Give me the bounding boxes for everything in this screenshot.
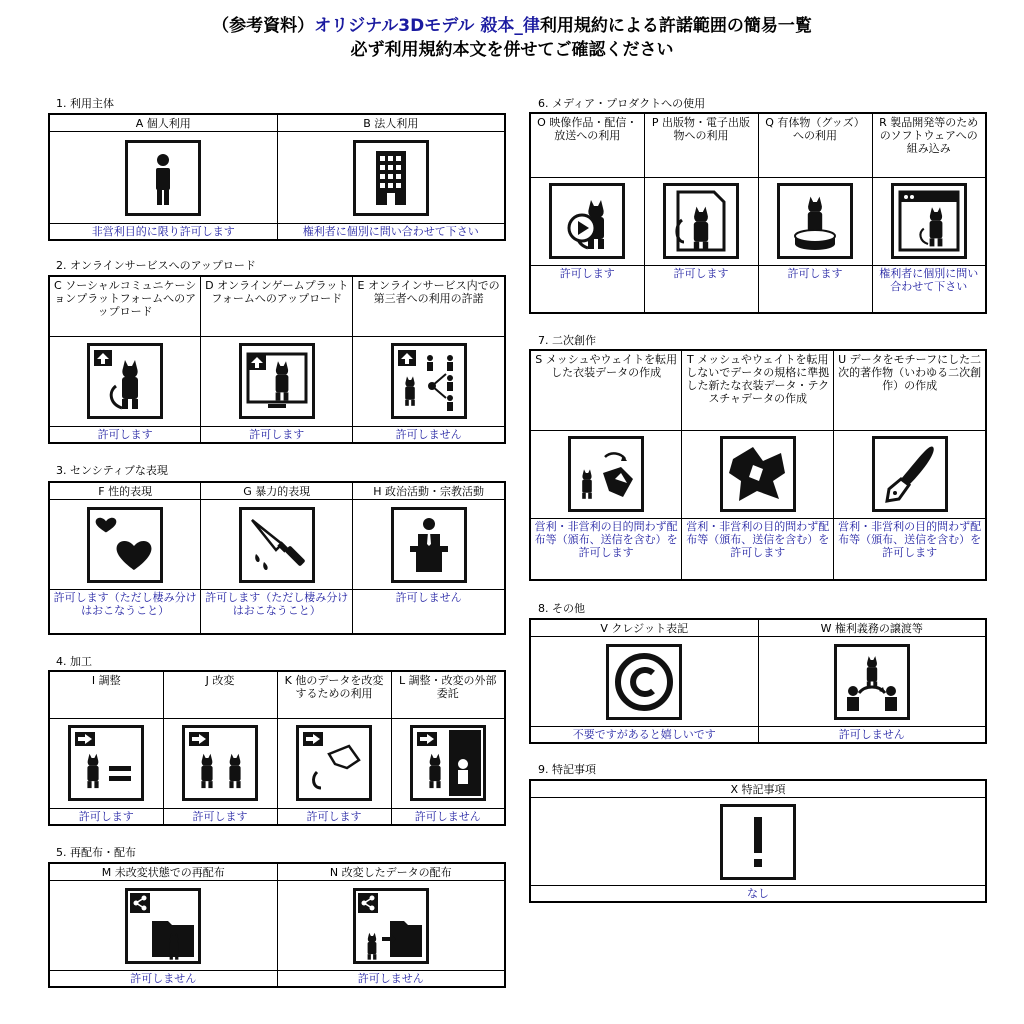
item-m-result: 許可しません (49, 971, 277, 988)
item-e-label: E オンラインサービス内での第三者への利用の許諾 (353, 276, 505, 336)
hearts-icon (87, 507, 163, 583)
item-d-result: 許可します (201, 426, 353, 443)
title-model-name: オリジナル3Dモデル 殺本_律 (314, 16, 540, 36)
item-l-result: 許可しません (391, 808, 505, 825)
modify-icon (182, 725, 258, 801)
software-icon (891, 183, 967, 259)
item-p-label: P 出版物・電子出版物への利用 (644, 113, 758, 177)
item-v-label: V クレジット表記 (530, 619, 758, 637)
item-k-label: K 他のデータを改変するための利用 (277, 671, 391, 718)
section-4-title: 4. 加工 (56, 655, 92, 668)
section-9-table (529, 779, 987, 903)
podium-icon (391, 507, 467, 583)
costume-icon (720, 436, 796, 512)
exclamation-icon (720, 804, 796, 880)
item-a-label: A 個人利用 (49, 114, 277, 132)
item-j-result: 許可します (163, 808, 277, 825)
section-2-title: 2. オンラインサービスへのアップロード (56, 259, 256, 272)
knife-icon (239, 507, 315, 583)
item-w-label: W 権利義務の譲渡等 (758, 619, 986, 637)
item-d-label: D オンラインゲームプラットフォームへのアップロード (201, 276, 353, 336)
item-n-result: 許可しません (277, 971, 505, 988)
item-e-result: 許可しません (353, 426, 505, 443)
document-icon (663, 183, 739, 259)
section-7-title: 7. 二次創作 (538, 334, 596, 347)
title-line-1 (0, 14, 1024, 38)
item-x-label: X 特記事項 (530, 780, 986, 798)
item-h-label: H 政治活動・宗教活動 (353, 482, 505, 500)
item-a-result: 非営利目的に限り許可します (49, 224, 277, 241)
cat-costume-icon (568, 436, 644, 512)
item-s-result: 営利・非営利の目的問わず配布等（頒布、送信を含む）を許可します (530, 518, 682, 580)
video-icon (549, 183, 625, 259)
item-q-result: 許可します (758, 265, 872, 313)
item-k-result: 許可します (277, 808, 391, 825)
item-i-label: I 調整 (49, 671, 163, 718)
section-8-title: 8. その他 (538, 602, 585, 615)
share-modified-icon (353, 888, 429, 964)
figure-icon (777, 183, 853, 259)
item-w-result: 許可しません (758, 727, 986, 744)
item-x-result: なし (530, 886, 986, 903)
section-3-table (48, 481, 506, 635)
section-1-table (48, 113, 506, 241)
outsource-icon (410, 725, 486, 801)
item-s-label: S メッシュやウェイトを転用した衣装データの作成 (530, 350, 682, 430)
section-2-table (48, 275, 506, 444)
section-5-table (48, 862, 506, 988)
item-u-result: 営利・非営利の目的問わず配布等（頒布、送信を含む）を許可します (834, 518, 986, 580)
title-prefix: （参考資料） (212, 16, 315, 36)
item-l-label: L 調整・改変の外部委託 (391, 671, 505, 718)
section-3-title: 3. センシティブな表現 (56, 464, 168, 477)
section-8-table (529, 618, 987, 744)
transform-icon (296, 725, 372, 801)
section-9-title: 9. 特記事項 (538, 763, 596, 776)
copyright-icon (606, 644, 682, 720)
item-r-label: R 製品開発等のためのソフトウェアへの組み込み (872, 113, 986, 177)
section-4-table (48, 670, 506, 826)
upload-share-icon (391, 343, 467, 419)
section-1-title: 1. 利用主体 (56, 97, 114, 110)
section-6-table (529, 112, 987, 314)
item-v-result: 不要ですがあると嬉しいです (530, 727, 758, 744)
item-g-result: 許可します（ただし棲み分けはおこなうこと） (201, 590, 353, 635)
item-g-label: G 暴力的表現 (201, 482, 353, 500)
share-folder-icon (125, 888, 201, 964)
item-f-result: 許可します（ただし棲み分けはおこなうこと） (49, 590, 201, 635)
item-f-label: F 性的表現 (49, 482, 201, 500)
title-suffix: 利用規約による許諾範囲の簡易一覧 (539, 16, 812, 36)
item-o-label: O 映像作品・配信・放送への利用 (530, 113, 644, 177)
section-7-table (529, 349, 987, 581)
page-title (0, 14, 1024, 62)
item-t-result: 営利・非営利の目的問わず配布等（頒布、送信を含む）を許可します (682, 518, 834, 580)
building-icon (353, 140, 429, 216)
item-q-label: Q 有体物（グッズ）への利用 (758, 113, 872, 177)
item-m-label: M 未改変状態での再配布 (49, 863, 277, 881)
item-b-result: 権利者に個別に問い合わせて下さい (277, 224, 505, 241)
transfer-icon (834, 644, 910, 720)
item-h-result: 許可しません (353, 590, 505, 635)
item-b-label: B 法人利用 (277, 114, 505, 132)
item-t-label: T メッシュやウェイトを転用しないでデータの規格に準拠した新たな衣装データ・テクスチャデータの作成 (682, 350, 834, 430)
section-5-title: 5. 再配布・配布 (56, 846, 136, 859)
item-r-result: 権利者に個別に問い合わせて下さい (872, 265, 986, 313)
person-icon (125, 140, 201, 216)
item-o-result: 許可します (530, 265, 644, 313)
item-j-label: J 改変 (163, 671, 277, 718)
item-i-result: 許可します (49, 808, 163, 825)
pen-icon (872, 436, 948, 512)
item-c-result: 許可します (49, 426, 201, 443)
item-c-label: C ソーシャルコミュニケーションプラットフォームへのアップロード (49, 276, 201, 336)
adjust-icon (68, 725, 144, 801)
item-u-label: U データをモチーフにした二次的著作物（いわゆる二次創作）の作成 (834, 350, 986, 430)
upload-monitor-icon (239, 343, 315, 419)
item-p-result: 許可します (644, 265, 758, 313)
item-n-label: N 改変したデータの配布 (277, 863, 505, 881)
title-line-2: 必ず利用規約本文を併せてご確認ください (350, 40, 674, 60)
upload-cat-icon (87, 343, 163, 419)
section-6-title: 6. メディア・プロダクトへの使用 (538, 97, 706, 110)
